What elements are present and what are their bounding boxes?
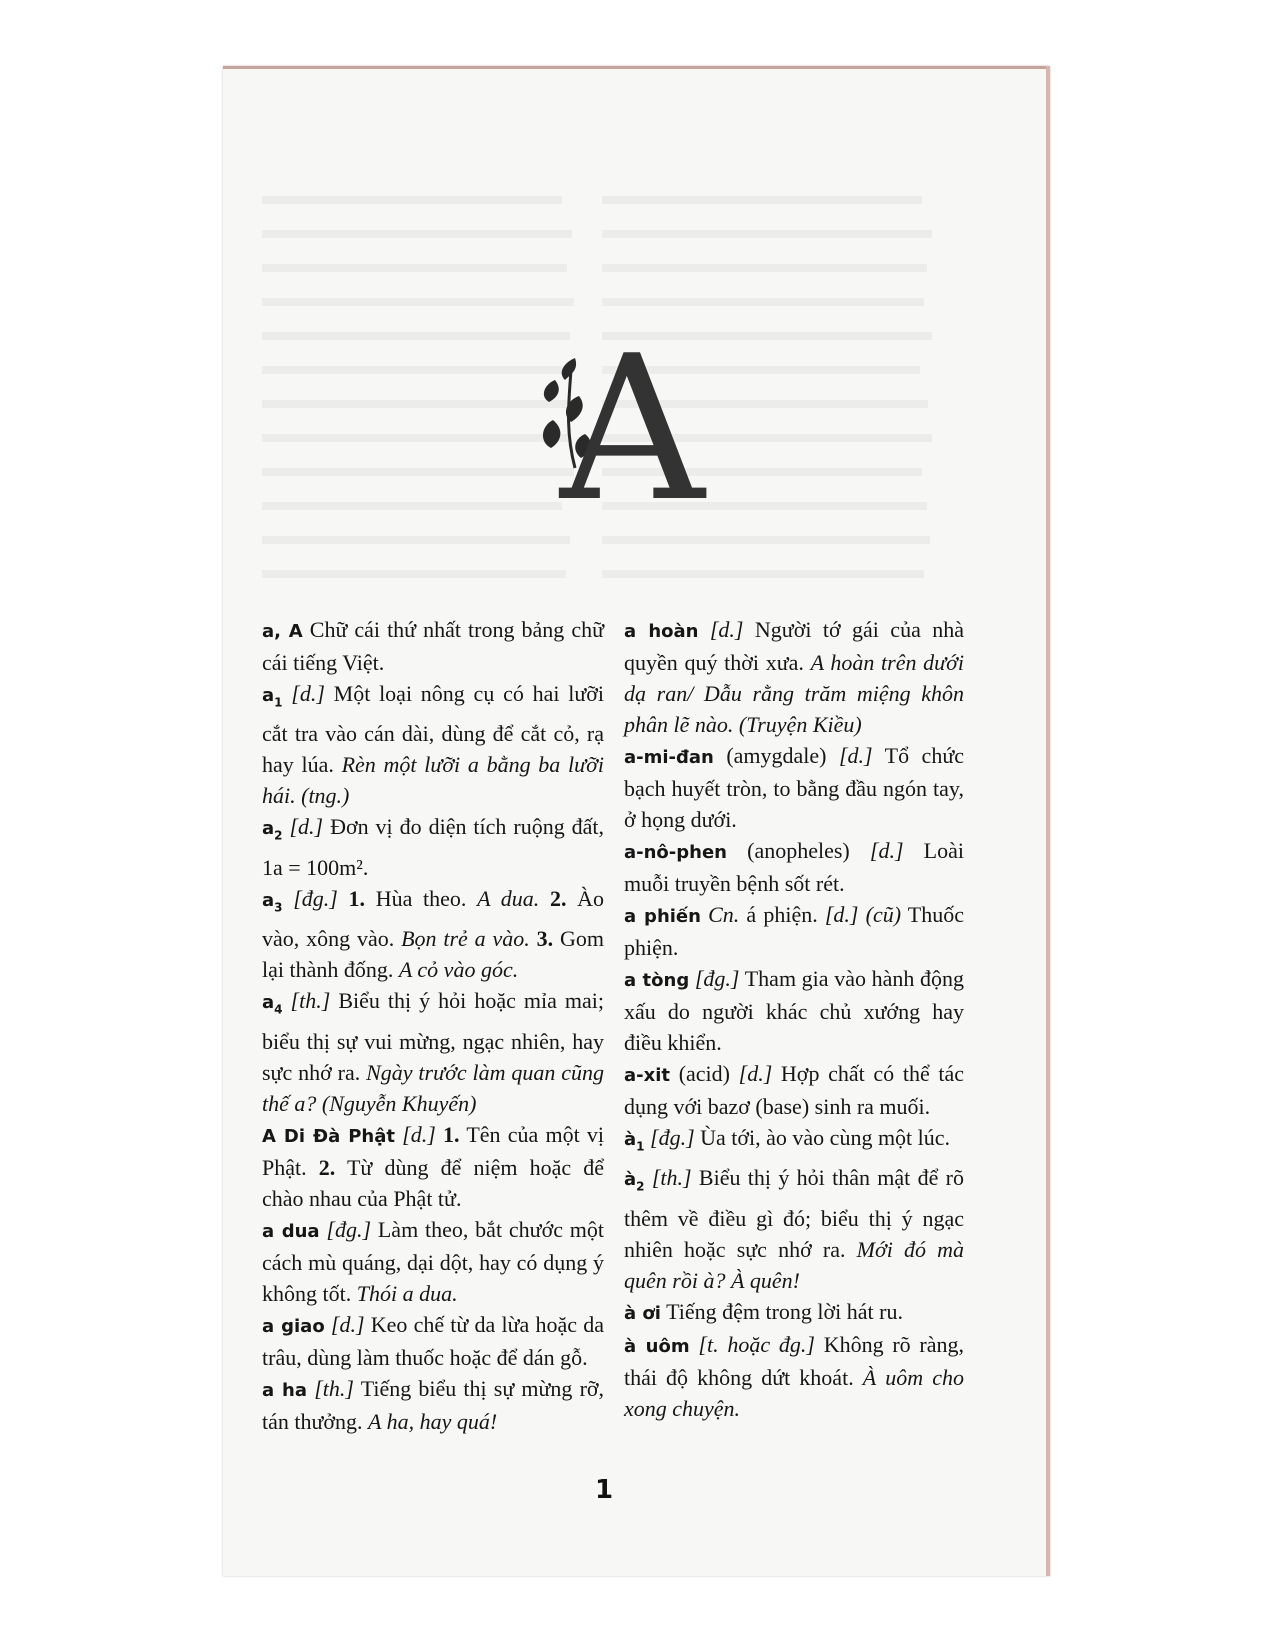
part-of-speech: [d.]: [709, 617, 744, 642]
entry-headword: à uôm: [624, 1335, 690, 1357]
definition-text: [530, 926, 537, 951]
part-of-speech: [đg.]: [694, 966, 740, 991]
dictionary-entry: [624, 963, 964, 1058]
definition-text: Người tớ gái của nhà quyền quý thời xưa.: [624, 617, 964, 675]
example-text: Ngày trước làm quan cũng thế a? (Nguyễn Khuyến): [262, 1059, 604, 1116]
entry-headword: à: [624, 1129, 637, 1150]
part-of-speech: [th.]: [290, 988, 331, 1014]
sense-number: 2.: [318, 1154, 336, 1180]
dictionary-entry: [262, 614, 604, 678]
example-text: Mới đó mà quên rồi à? À quên!: [624, 1236, 964, 1293]
definition-text: (anopheles): [747, 838, 870, 863]
definition-text: Loài muỗi truyền bệnh sốt rét.: [624, 838, 964, 896]
example-text: [d.]: [738, 1061, 773, 1086]
definition-text: Gom lại thành đống.: [262, 926, 605, 983]
entry-headword: a-mi-đan: [624, 747, 714, 768]
entry-headword: a: [262, 889, 275, 911]
homonym-index: 1: [274, 695, 283, 710]
example-text: Bọn trẻ a vào.: [401, 926, 530, 952]
entry-headword: a giao: [262, 1315, 325, 1337]
definition-text: Từ dùng để niệm hoặc để chào nhau của Phật tử.: [262, 1154, 604, 1211]
definition-text: Keo chế từ da lừa hoặc da trâu, dùng làm thuốc hoặc để dán gỗ.: [262, 1311, 605, 1370]
part-of-speech: [đg.]: [293, 885, 338, 911]
dictionary-entry: [624, 835, 964, 899]
part-of-speech: [d.]: [289, 814, 324, 840]
definition-text: Ào vào, xông vào.: [262, 885, 605, 952]
dictionary-entry: [624, 899, 964, 963]
entry-headword: a dua: [262, 1220, 320, 1242]
definition-text: (acid): [678, 1061, 739, 1086]
definition-text: Chữ cái thứ nhất trong bảng chữ cái tiếng Việt.: [262, 617, 605, 675]
homonym-index: 2: [636, 1179, 645, 1194]
dictionary-entry: [624, 1162, 964, 1295]
definition-text: (amygdale): [726, 743, 839, 768]
entry-headword: a-xit: [624, 1065, 671, 1086]
part-of-speech: [th.]: [314, 1375, 354, 1401]
example-text: A ha, hay quá!: [368, 1408, 498, 1434]
definition-text: á phiện.: [739, 902, 825, 927]
definition-text: Không rõ ràng, thái độ không dứt khoát.: [624, 1331, 965, 1390]
entry-headword: a: [262, 818, 275, 840]
entry-headword: à ơi: [624, 1302, 661, 1324]
part-of-speech: [th.]: [651, 1165, 692, 1191]
right-column: [624, 614, 964, 1424]
dictionary-entry: [262, 985, 604, 1118]
dictionary-entry: [262, 1309, 604, 1373]
example-text: [d.]: [838, 743, 873, 768]
part-of-speech: [đg.]: [326, 1216, 372, 1242]
entry-headword: a hoàn: [624, 621, 699, 642]
sense-number: 1.: [443, 1121, 460, 1147]
entry-headword: A Di Đà Phật: [262, 1125, 395, 1147]
entry-headword: a phiến: [624, 906, 701, 927]
homonym-index: 3: [274, 900, 283, 915]
example-text: Cn.: [708, 902, 740, 927]
dictionary-entry: [624, 1058, 964, 1122]
definition-text: Đơn vị đo diện tích ruộng đất, 1a = 100m².: [262, 814, 605, 880]
definition-text: Biểu thị ý hỏi thân mật để rõ thêm về điều gì đó; biểu thị ý ngạc nhiên hoặc sực nhớ ra.: [624, 1165, 965, 1262]
entry-headword: a, A: [262, 621, 303, 642]
dictionary-entry: [262, 678, 604, 811]
dictionary-entry: [262, 1119, 604, 1214]
sense-number: 3.: [536, 926, 554, 952]
definition-text: Tiếng đệm trong lời hát ru.: [666, 1298, 903, 1324]
definition-text: Biểu thị ý hỏi hoặc mỉa mai; biểu thị sự vui mừng, ngạc nhiên, hay sực nhớ ra.: [262, 988, 604, 1085]
homonym-index: 1: [636, 1139, 645, 1154]
example-text: A dua.: [477, 885, 540, 911]
homonym-index: 4: [274, 1002, 283, 1017]
left-column: [262, 614, 604, 1437]
part-of-speech: [t. hoặc đg.]: [698, 1331, 815, 1357]
dictionary-entry: [624, 740, 964, 835]
dictionary-entry: [262, 883, 604, 985]
homonym-index: 2: [274, 828, 283, 843]
part-of-speech: [d.]: [402, 1121, 436, 1147]
dictionary-entry: [262, 811, 604, 882]
sense-number: 1.: [348, 885, 366, 911]
entry-headword: a ha: [262, 1379, 308, 1401]
dictionary-entry: [262, 1373, 604, 1437]
definition-text: Thuốc phiện.: [624, 902, 964, 960]
dictionary-entry: [262, 1214, 604, 1309]
entry-headword: à: [624, 1169, 637, 1191]
definition-text: Tham gia vào hành động xấu do người khác chủ xướng hay điều khiển.: [624, 966, 964, 1055]
entry-headword: a tòng: [624, 970, 690, 991]
definition-text: Tổ chức bạch huyết tròn, to bằng đầu ngón tay, ở họng dưới.: [624, 743, 965, 832]
definition-text: Tiếng biểu thị sự mừng rỡ, tán thưởng.: [262, 1375, 605, 1434]
entry-headword: a: [262, 992, 275, 1014]
entry-headword: a: [262, 685, 275, 706]
page-number: 1: [595, 1475, 614, 1505]
example-text: [d.]: [869, 838, 904, 863]
dictionary-entry: [624, 614, 964, 740]
page-edge-right: [1046, 66, 1050, 1576]
example-text: À uôm cho xong chuyện.: [624, 1364, 964, 1421]
example-text: A hoàn trên dưới dạ ran/ Dẫu rằng trăm miệng khôn phân lẽ nào. (Truyện Kiều): [624, 650, 965, 737]
definition-text: Tên của một vị Phật.: [262, 1121, 605, 1180]
definition-text: [539, 886, 550, 911]
entry-headword: a-nô-phen: [624, 842, 727, 863]
example-text: Thói a dua.: [356, 1280, 458, 1306]
part-of-speech: [đg.]: [650, 1125, 695, 1150]
definition-text: Hùa theo.: [365, 885, 478, 911]
part-of-speech: [d.]: [330, 1311, 365, 1337]
example-text: Rèn một lưỡi a bằng ba lưỡi hái. (tng.): [262, 752, 604, 809]
dictionary-entry: [624, 1329, 964, 1424]
dictionary-entry: [624, 1296, 964, 1329]
drop-cap-letter: A: [560, 313, 705, 546]
dictionary-entry: [624, 1122, 964, 1162]
page-edge-top: [223, 66, 1050, 69]
part-of-speech: [d.]: [291, 681, 325, 706]
definition-text: Ùa tới, ào vào cùng một lúc.: [700, 1125, 951, 1150]
example-text: [d.] (cũ): [824, 902, 902, 927]
definition-text: Hợp chất có thể tác dụng với bazơ (base) sinh ra muối.: [624, 1061, 965, 1119]
definition-text: Một loại nông cụ có hai lưỡi cắt tra vào cán dài, dùng để cắt cỏ, rạ hay lúa.: [262, 681, 604, 778]
sense-number: 2.: [549, 885, 567, 911]
definition-text: Làm theo, bắt chước một cách mù quáng, dại dột, hay có dụng ý không tốt.: [262, 1216, 605, 1306]
example-text: A cỏ vào góc.: [398, 957, 519, 983]
